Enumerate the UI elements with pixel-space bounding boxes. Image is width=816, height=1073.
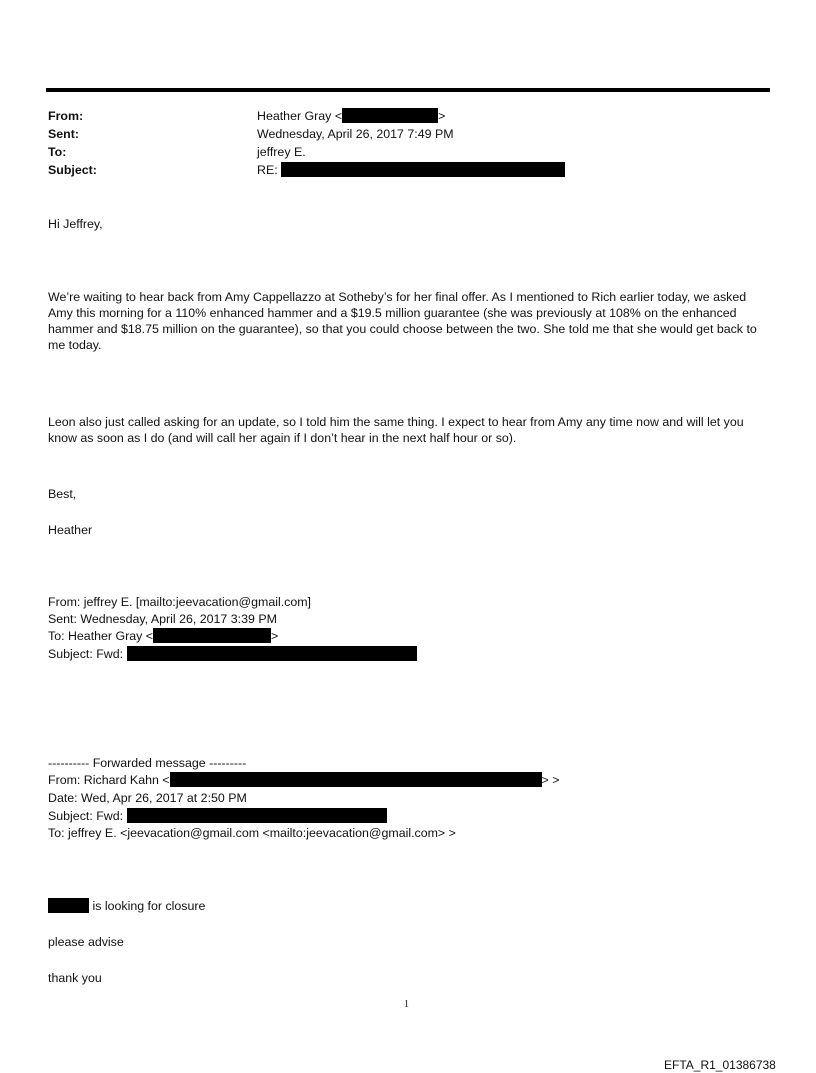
forwarded-subject-prefix: Subject: Fwd:	[48, 809, 124, 823]
sent-label: Sent:	[48, 127, 79, 141]
from-value	[257, 108, 445, 124]
from-name: Heather Gray <	[257, 109, 343, 123]
signoff: Best,	[48, 487, 77, 501]
greeting: Hi Jeffrey,	[48, 217, 103, 231]
subject-value	[257, 162, 565, 178]
quoted-to-prefix: To: Heather Gray <	[48, 629, 154, 643]
forwarded-from-line	[48, 772, 559, 788]
header-rule	[46, 88, 770, 92]
page-number: 1	[404, 999, 409, 1010]
closure-text: is looking for closure	[89, 899, 206, 913]
redaction-block	[127, 808, 387, 823]
redaction-block	[127, 646, 417, 661]
thanks-line: thank you	[48, 971, 102, 985]
redaction-block	[153, 628, 271, 643]
body-paragraph-1: We’re waiting to hear back from Amy Cappellazzo at Sotheby’s for her final offer. As I mentioned to Rich earlier today, we asked Amy this morning for a 110% enhanced hammer and a $19.5 million guarantee (she was previously at 108% on the enhanced hammer and $18.75 million on the guarantee), so that you could choose between the two. She told me that she would get back to me today.	[48, 290, 757, 352]
quoted-to-suffix: >	[271, 629, 279, 643]
signature: Heather	[48, 523, 93, 537]
redaction-block	[281, 162, 565, 177]
quoted-sent-line: Sent: Wednesday, April 26, 2017 3:39 PM	[48, 612, 277, 626]
quoted-to-line	[48, 628, 278, 644]
forwarded-marker: ---------- Forwarded message ---------	[48, 756, 247, 770]
forwarded-subject-line	[48, 808, 387, 824]
subject-prefix: RE:	[257, 163, 278, 177]
to-value: jeffrey E.	[257, 145, 306, 159]
quoted-subject-line	[48, 646, 417, 662]
advise-line: please advise	[48, 935, 124, 949]
to-label: To:	[48, 145, 67, 159]
forwarded-from-prefix: From: Richard Kahn <	[48, 773, 170, 787]
body-paragraph-2: Leon also just called asking for an update, so I told him the same thing. I expect to hear from Amy any time now and will let you know as soon as I do (and will call her again if I don’t hear in the next half hour or so).	[48, 415, 744, 445]
document-id: EFTA_R1_01386738	[664, 1058, 776, 1072]
from-label: From:	[48, 109, 84, 123]
forwarded-date-line: Date: Wed, Apr 26, 2017 at 2:50 PM	[48, 791, 247, 805]
sent-value: Wednesday, April 26, 2017 7:49 PM	[257, 127, 454, 141]
forwarded-from-suffix: > >	[541, 773, 560, 787]
from-bracket: >	[438, 109, 446, 123]
redaction-block	[342, 108, 438, 123]
quoted-from-line: From: jeffrey E. [mailto:jeevacation@gmail.com]	[48, 595, 312, 609]
forwarded-to-line: To: jeffrey E. <jeevacation@gmail.com <mailto:jeevacation@gmail.com> >	[48, 826, 456, 840]
quoted-subject-prefix: Subject: Fwd:	[48, 647, 124, 661]
redaction-block	[48, 898, 89, 913]
subject-label: Subject:	[48, 163, 97, 177]
redaction-block	[170, 772, 542, 787]
closure-line	[48, 898, 205, 914]
